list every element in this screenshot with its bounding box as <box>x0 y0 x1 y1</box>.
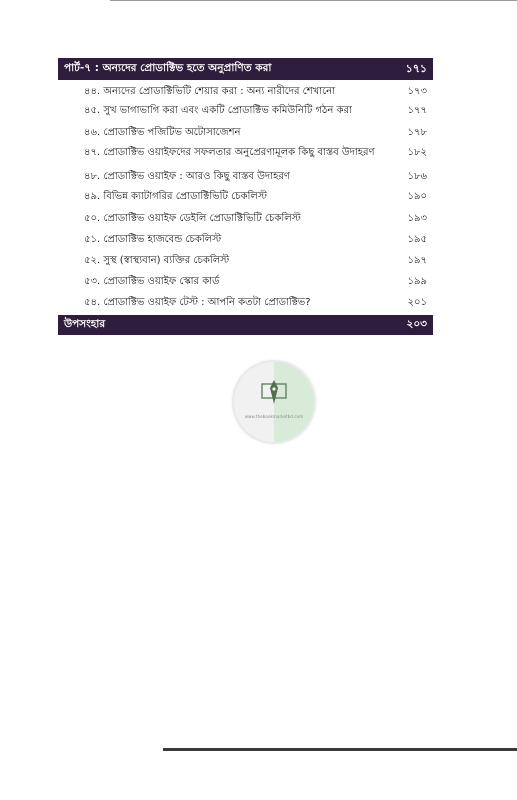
toc-entry <box>58 232 433 247</box>
toc-entry-title: ৪৪. অন্যদের প্রোডাক্টিভিটি শেয়ার করা : অন্য নারীদের শেখানো <box>84 86 335 97</box>
toc-entry-title: ৫২. সুস্থ (স্বাস্থ্যবান) ব্যক্তির চেকলিস্ট <box>84 255 230 266</box>
toc-entry <box>58 253 433 268</box>
part-title: পার্ট-৭ : অন্যদের প্রোডাক্টিভ হতে অনুপ্রাণিত করা <box>64 61 272 74</box>
toc-entry <box>58 274 433 289</box>
toc-entry <box>58 189 433 204</box>
toc-entry <box>58 169 433 184</box>
toc-entry <box>58 125 433 140</box>
top-rule <box>110 0 517 1</box>
toc-entry-title: ৪৬. প্রোডাক্টিভ পজিটিভ অটোসাজেশন <box>84 127 241 138</box>
toc-entry-page: ২০১ <box>407 297 427 308</box>
toc-entry-page: ১৭৮ <box>407 127 427 138</box>
chapter-list <box>58 84 433 310</box>
bottom-rule <box>163 748 517 751</box>
book-pen-logo-icon <box>260 376 288 410</box>
conclusion-bar <box>58 315 433 335</box>
toc-entry-title: ৪৯. বিভিন্ন ক্যাটাগরির প্রোডাক্টিভিটি চেকলিস্ট <box>84 191 267 202</box>
toc-entry <box>58 211 433 226</box>
toc-entry-page: ১৯৯ <box>407 276 427 287</box>
part-page-number: ১৭১ <box>405 61 427 75</box>
toc-entry <box>58 295 433 310</box>
toc-entry <box>58 145 433 160</box>
toc-entry-page: ১৯৩ <box>407 213 427 224</box>
toc-entry-title: ৫৩. প্রোডাক্টিভ ওয়াইফ স্কোর কার্ড <box>84 276 220 287</box>
conclusion-title: উপসংহার <box>64 317 106 330</box>
watermark-url: www.thebookmarketbd.com <box>244 414 304 419</box>
toc-entry-page: ১৮২ <box>407 147 427 158</box>
toc-entry <box>58 103 433 118</box>
part-heading-bar <box>58 58 433 80</box>
toc-entry-page: ১৭৭ <box>407 105 427 116</box>
conclusion-page-number: ২০৩ <box>406 317 427 330</box>
toc-entry-page: ১৯৫ <box>407 234 427 245</box>
toc-entry-title: ৫০. প্রোডাক্টিভ ওয়াইফ ডেইলি প্রোডাক্টিভিটি চেকলিস্ট <box>84 213 301 224</box>
toc-entry-title: ৫১. প্রোডাক্টিভ হাজবেন্ড চেকলিস্ট <box>84 234 222 245</box>
toc-entry-page: ১৯০ <box>407 191 427 202</box>
toc-entry-title: ৪৭. প্রোডাক্টিভ ওয়াইফদের সফলতার অনুপ্রেরণামূলক কিছু বাস্তব উদাহরণ <box>84 147 375 158</box>
watermark-seal <box>232 360 316 444</box>
toc-entry-title: ৫৪. প্রোডাক্টিভ ওয়াইফ টেস্ট : আপনি কতটা প্রোডাক্টিভ? <box>84 297 311 308</box>
toc-entry <box>58 84 433 99</box>
toc-entry-page: ১৯৭ <box>407 255 427 266</box>
table-of-contents <box>58 58 433 335</box>
toc-entry-page: ১৭৩ <box>407 86 427 97</box>
toc-entry-title: ৪৫. সুখ ভাগাভাগি করা এবং একটি প্রোডাক্টিভ কমিউনিটি গঠন করা <box>84 105 352 116</box>
toc-entry-page: ১৮৬ <box>407 171 427 182</box>
toc-entry-title: ৪৮. প্রোডাক্টিভ ওয়াইফ : আরও কিছু বাস্তব উদাহরণ <box>84 171 290 182</box>
